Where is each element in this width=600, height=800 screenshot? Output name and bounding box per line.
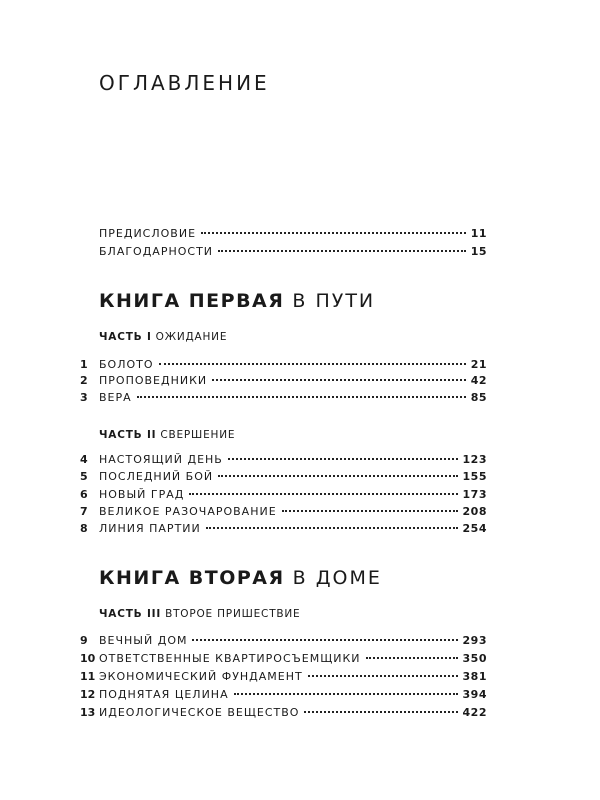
chapter-number: 2 <box>80 374 88 387</box>
dot-leader <box>189 493 457 495</box>
chapter-number: 13 <box>80 706 96 719</box>
chapter-entry[interactable] <box>80 453 487 469</box>
dot-leader <box>137 396 466 398</box>
part-label: ЧАСТЬ III <box>99 608 162 620</box>
book-subtitle: В ПУТИ <box>292 290 376 312</box>
page-number: 173 <box>462 488 487 501</box>
book-two-heading <box>99 567 382 589</box>
chapter-title: ВЕРА <box>99 391 132 404</box>
page-number: 394 <box>462 688 487 701</box>
chapter-title: БОЛОТО <box>99 358 154 371</box>
dot-leader <box>282 510 458 512</box>
part-name: СВЕРШЕНИЕ <box>160 429 236 441</box>
chapter-title: ПОДНЯТАЯ ЦЕЛИНА <box>99 688 229 701</box>
chapter-number: 9 <box>80 634 88 647</box>
chapter-number: 6 <box>80 488 88 501</box>
part-one-heading <box>99 331 227 343</box>
page-number: 208 <box>462 505 487 518</box>
dot-leader <box>366 657 458 659</box>
dot-leader <box>304 711 457 713</box>
page-number: 155 <box>462 470 487 483</box>
part-label: ЧАСТЬ I <box>99 331 152 343</box>
dot-leader <box>212 379 466 381</box>
dot-leader <box>228 458 458 460</box>
chapter-number: 4 <box>80 453 88 466</box>
chapter-entry[interactable] <box>80 670 487 686</box>
entry-title: ПРЕДИСЛОВИЕ <box>99 227 197 240</box>
page-title: ОГЛАВЛЕНИЕ <box>99 71 270 95</box>
dot-leader <box>218 250 466 252</box>
chapter-entry[interactable] <box>80 688 487 704</box>
chapter-number: 1 <box>80 358 88 371</box>
page-number: 123 <box>462 453 487 466</box>
dot-leader <box>206 527 458 529</box>
chapter-number: 7 <box>80 505 88 518</box>
chapter-title: ВЕЛИКОЕ РАЗОЧАРОВАНИЕ <box>99 505 277 518</box>
part-label: ЧАСТЬ II <box>99 429 157 441</box>
chapter-title: ЛИНИЯ ПАРТИИ <box>99 522 201 535</box>
chapter-title: НАСТОЯЩИЙ ДЕНЬ <box>99 453 223 466</box>
chapter-number: 10 <box>80 652 96 665</box>
book-label: КНИГА ВТОРАЯ <box>99 567 285 589</box>
chapter-number: 3 <box>80 391 88 404</box>
book-subtitle: В ДОМЕ <box>292 567 382 589</box>
chapter-entry[interactable] <box>80 391 487 407</box>
chapter-title: ПРОПОВЕДНИКИ <box>99 374 208 387</box>
chapter-entry[interactable] <box>80 505 487 521</box>
chapter-entry[interactable] <box>80 374 487 390</box>
page-number: 85 <box>470 391 487 404</box>
part-two-heading <box>99 429 235 441</box>
toc-entry-preface[interactable] <box>80 227 487 243</box>
chapter-entry[interactable] <box>80 634 487 650</box>
chapter-entry[interactable] <box>80 488 487 504</box>
page-number: 21 <box>470 358 487 371</box>
chapter-title: ПОСЛЕДНИЙ БОЙ <box>99 470 214 483</box>
dot-leader <box>201 232 466 234</box>
chapter-number: 5 <box>80 470 88 483</box>
page-number: 42 <box>470 374 487 387</box>
chapter-title: ЭКОНОМИЧЕСКИЙ ФУНДАМЕНТ <box>99 670 303 683</box>
chapter-entry[interactable] <box>80 470 487 486</box>
chapter-number: 8 <box>80 522 88 535</box>
chapter-title: НОВЫЙ ГРАД <box>99 488 185 501</box>
dot-leader <box>192 639 457 641</box>
toc-entry-acknowledgements[interactable] <box>80 245 487 261</box>
chapter-title: ВЕЧНЫЙ ДОМ <box>99 634 188 647</box>
chapter-entry[interactable] <box>80 706 487 722</box>
chapter-title: ОТВЕТСТВЕННЫЕ КВАРТИРОСЪЕМЩИКИ <box>99 652 361 665</box>
chapter-number: 12 <box>80 688 96 701</box>
page-number: 15 <box>470 245 487 258</box>
book-one-heading <box>99 290 375 312</box>
part-three-heading <box>99 608 301 620</box>
dot-leader <box>159 363 466 365</box>
chapter-entry[interactable] <box>80 522 487 538</box>
chapter-entry[interactable] <box>80 652 487 668</box>
dot-leader <box>218 475 457 477</box>
chapter-title: ИДЕОЛОГИЧЕСКОЕ ВЕЩЕСТВО <box>99 706 300 719</box>
chapter-number: 11 <box>80 670 96 683</box>
part-name: ОЖИДАНИЕ <box>155 331 228 343</box>
page-number: 293 <box>462 634 487 647</box>
page-number: 350 <box>462 652 487 665</box>
dot-leader <box>234 693 458 695</box>
entry-title: БЛАГОДАРНОСТИ <box>99 245 214 258</box>
page-number: 381 <box>462 670 487 683</box>
book-label: КНИГА ПЕРВАЯ <box>99 290 285 312</box>
page-number: 422 <box>462 706 487 719</box>
page-number: 11 <box>470 227 487 240</box>
dot-leader <box>308 675 458 677</box>
page-number: 254 <box>462 522 487 535</box>
part-name: ВТОРОЕ ПРИШЕСТВИЕ <box>165 608 301 620</box>
chapter-entry[interactable] <box>80 358 487 374</box>
